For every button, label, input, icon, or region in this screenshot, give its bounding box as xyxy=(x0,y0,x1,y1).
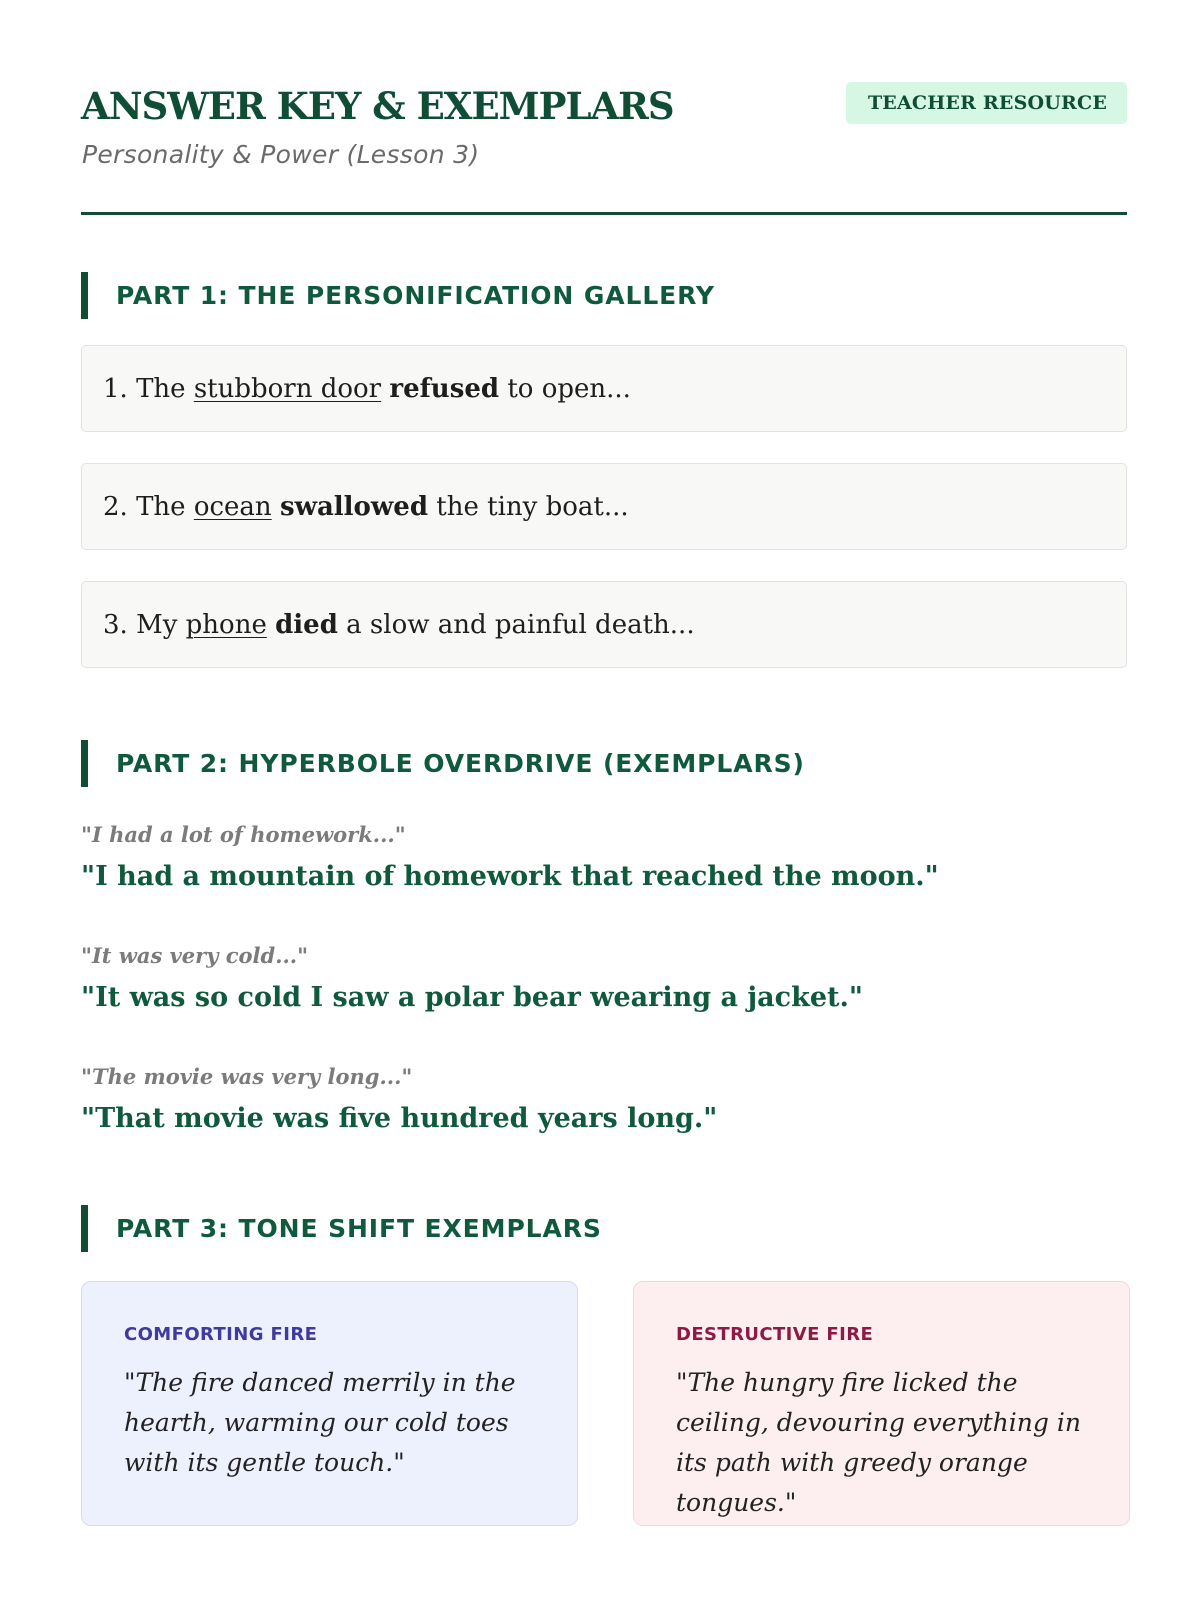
personification-item xyxy=(81,463,1127,550)
page-header xyxy=(81,78,1127,215)
page-subtitle: Personality & Power (Lesson 3) xyxy=(82,140,480,169)
destructive-fire-card xyxy=(633,1281,1130,1526)
hyperbole-prompt: "It was very cold..." xyxy=(81,943,309,968)
item-subject: stubborn door xyxy=(193,374,382,404)
hyperbole-answer: "That movie was five hundred years long." xyxy=(81,1103,718,1134)
comforting-fire-card xyxy=(81,1281,578,1526)
personification-item xyxy=(81,345,1127,432)
item-rest: to open... xyxy=(499,374,631,404)
item-verb: died xyxy=(275,610,338,640)
hyperbole-prompt: "The movie was very long..." xyxy=(81,1064,413,1089)
tone-label: COMFORTING FIRE xyxy=(124,1324,318,1345)
tone-quote: "The hungry fire licked the ceiling, devouring everything in its path with greedy orange tongues." xyxy=(676,1368,1081,1517)
tone-label: DESTRUCTIVE FIRE xyxy=(676,1324,874,1345)
item-rest: the tiny boat... xyxy=(428,492,629,522)
tone-quote: "The fire danced merrily in the hearth, warming our cold toes with its gentle touch." xyxy=(124,1368,516,1477)
item-subject: phone xyxy=(185,610,267,640)
item-prefix: 1. The xyxy=(103,374,194,404)
hyperbole-prompt: "I had a lot of homework..." xyxy=(81,822,406,847)
part2-heading: PART 2: HYPERBOLE OVERDRIVE (EXEMPLARS) xyxy=(81,740,805,787)
item-verb: swallowed xyxy=(279,492,429,522)
item-rest: a slow and painful death... xyxy=(337,610,695,640)
item-subject: ocean xyxy=(193,492,272,522)
part1-heading: PART 1: THE PERSONIFICATION GALLERY xyxy=(81,272,715,319)
part3-heading: PART 3: TONE SHIFT EXEMPLARS xyxy=(81,1205,602,1252)
page-title: ANSWER KEY & EXEMPLARS xyxy=(81,84,674,128)
teacher-resource-badge: TEACHER RESOURCE xyxy=(846,82,1127,124)
item-prefix: 2. The xyxy=(103,492,194,522)
hyperbole-answer: "I had a mountain of homework that reached the moon." xyxy=(81,861,939,892)
item-prefix: 3. My xyxy=(103,610,186,640)
hyperbole-answer: "It was so cold I saw a polar bear wearing a jacket." xyxy=(81,982,863,1013)
personification-item xyxy=(81,581,1127,668)
item-verb: refused xyxy=(389,374,500,404)
